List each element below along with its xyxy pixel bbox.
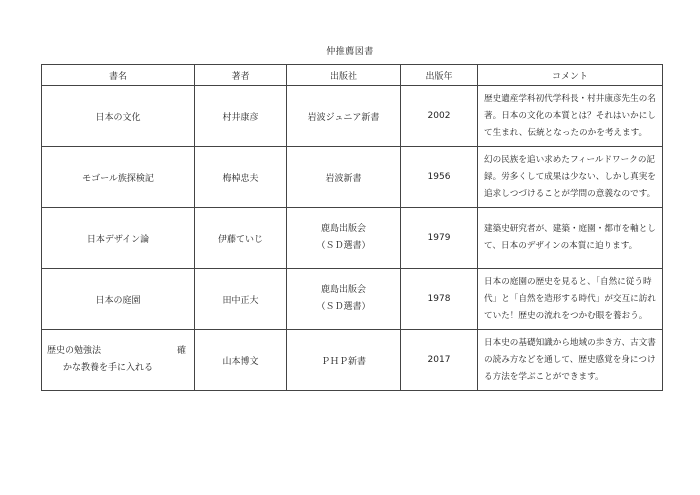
book-year: 2017 <box>401 330 478 391</box>
book-title: モゴール族探検記 <box>42 147 195 208</box>
book-publisher <box>287 208 401 269</box>
book-comment: 歴史遺産学科初代学科長・村井康彦先生の名著。日本の文化の本質とは？それはいかにして生まれ、伝統となったのかを考えます。 <box>478 86 663 147</box>
table-row <box>42 330 663 391</box>
book-author: 山本博文 <box>195 330 287 391</box>
book-author: 伊藤ていじ <box>195 208 287 269</box>
table-row <box>42 147 663 208</box>
table-row <box>42 269 663 330</box>
book-title: 日本の庭園 <box>42 269 195 330</box>
publisher-series: （ＳＤ選書） <box>316 302 371 312</box>
book-author: 村井康彦 <box>195 86 287 147</box>
book-year: 2002 <box>401 86 478 147</box>
book-title: 日本デザイン論 <box>42 208 195 269</box>
book-author: 梅棹忠夫 <box>195 147 287 208</box>
header-publisher: 出版社 <box>287 65 401 86</box>
document-title: 仲推薦図書 <box>326 47 374 57</box>
title-line-2: かな教養を手に入れる <box>63 363 154 373</box>
book-year: 1956 <box>401 147 478 208</box>
book-author: 田中正大 <box>195 269 287 330</box>
publisher-line: 鹿島出版会 <box>320 285 366 295</box>
book-year: 1978 <box>401 269 478 330</box>
book-comment: 日本史の基礎知識から地域の歩き方、古文書の読み方などを通して、歴史感覚を身につける方法を学ぶことができます。 <box>478 330 663 391</box>
title-line-1 <box>42 343 194 377</box>
recommended-books-table <box>41 64 663 391</box>
book-year: 1979 <box>401 208 478 269</box>
header-title: 書名 <box>42 65 195 86</box>
header-author: 著者 <box>195 65 287 86</box>
book-comment: 建築史研究者が、建築・庭園・都市を軸として、日本のデザインの本質に迫ります。 <box>478 208 663 269</box>
book-publisher: 岩波新書 <box>287 147 401 208</box>
table-header-row <box>42 65 663 86</box>
book-comment: 日本の庭園の歴史を見ると、「自然に従う時代」と「自然を造形する時代」が交互に訪れていた！歴史の流れをつかむ眼を養おう。 <box>478 269 663 330</box>
book-publisher <box>287 269 401 330</box>
book-title: 日本の文化 <box>42 86 195 147</box>
book-comment: 幻の民族を追い求めたフィールドワークの記録。労多くして成果は少ない、しかし真実を追求しつづけることが学問の意義なのです。 <box>478 147 663 208</box>
title-line-1-right: 確 <box>176 346 186 356</box>
title-line-1-left: 歴史の勉強法 <box>47 346 102 356</box>
table-row <box>42 208 663 269</box>
book-publisher: ＰＨＰ新書 <box>287 330 401 391</box>
header-year: 出版年 <box>401 65 478 86</box>
book-publisher: 岩波ジュニア新書 <box>287 86 401 147</box>
table-row <box>42 86 663 147</box>
book-title <box>42 330 195 391</box>
publisher-series: （ＳＤ選書） <box>316 241 371 251</box>
header-comment: コメント <box>478 65 663 86</box>
publisher-line: 鹿島出版会 <box>320 224 366 234</box>
